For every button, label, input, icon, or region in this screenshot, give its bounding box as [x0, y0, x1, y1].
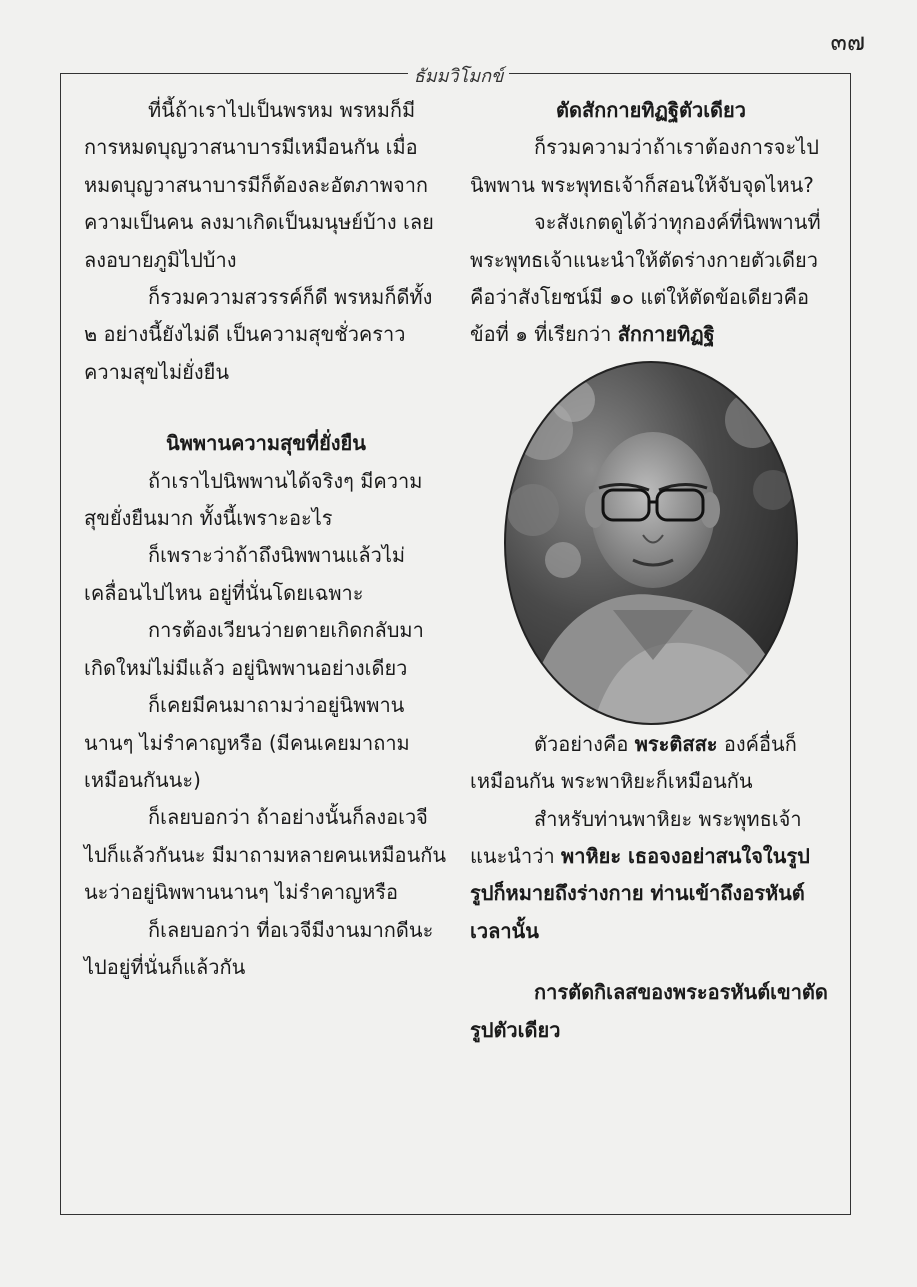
header-title: ธัมมวิโมกข์ [408, 61, 510, 90]
paragraph-text: จะสังเกตดูได้ว่าทุกองค์ที่นิพพานที่พระพุทธเจ้าแนะนำให้ตัดร่างกายตัวเดียว คือว่าสังโยชน์มี ๑๐ แต่ให้ตัดข้อเดียวคือข้อที่ ๑ ที่เรียกว่า [470, 210, 821, 347]
paragraph-text: ตัวอย่างคือ [534, 731, 635, 756]
emphasis-text: สักกายทิฏฐิ [617, 322, 715, 347]
section-heading: ตัดสักกายทิฏฐิตัวเดียว [556, 98, 746, 122]
portrait-illustration [503, 360, 799, 726]
paragraph-text: องค์อื่นก็เหมือนกัน พระพาหิยะก็เหมือนกัน [470, 731, 797, 794]
paragraph: ก็เลยบอกว่า ถ้าอย่างนั้นก็ลงอเวจีไปก็แล้วกันนะ มีมาถามหลายคนเหมือนกันนะว่าอยู่นิพพานนานๆ ไม่รำคาญหรือ [84, 805, 447, 905]
section-heading: การตัดกิเลสของพระอรหันต์เขาตัดรูปตัวเดียว [470, 980, 828, 1042]
paragraph: ถ้าเราไปนิพพานได้จริงๆ มีความสุขยั่งยืนมาก ทั้งนี้เพราะอะไร [84, 468, 423, 531]
paragraph: ก็เพราะว่าถ้าถึงนิพพานแล้วไม่เคลื่อนไปไหน อยู่ที่นั่นโดยเฉพาะ [84, 543, 406, 605]
paragraph-text: สำหรับท่านพาหิยะ พระพุทธเจ้าแนะนำว่า [470, 806, 802, 869]
paragraph [470, 726, 832, 801]
left-column [84, 92, 448, 986]
section-heading: นิพพานความสุขที่ยั่งยืน [166, 431, 366, 456]
emphasis-text: พระติสสะ [634, 731, 718, 756]
paragraph: ก็เคยมีคนมาถามว่าอยู่นิพพานนานๆ ไม่รำคาญหรือ (มีคนเคยมาถามเหมือนกันนะ) [84, 693, 410, 792]
emphasis-text: พาหิยะ เธอจงอย่าสนใจในรูป รูปก็หมายถึงร่างกาย ท่านเข้าถึงอรหันต์เวลานั้น [470, 844, 810, 943]
paragraph: ก็รวมความว่าถ้าเราต้องการจะไปนิพพาน พระพุทธเจ้าก็สอนให้จับจุดไหน? [470, 135, 819, 197]
right-column [470, 92, 832, 1049]
paragraph [470, 801, 832, 951]
page-number: ๓๗ [830, 28, 865, 56]
paragraph: ก็รวมความสวรรค์ก็ดี พรหมก็ดีทั้ง ๒ อย่างนี้ยังไม่ดี เป็นความสุขชั่วคราวความสุขไม่ยั่งยืน [84, 285, 433, 384]
running-header [0, 61, 917, 90]
monk-portrait-photo [503, 360, 799, 726]
paragraph: ก็เลยบอกว่า ที่อเวจีมีงานมากดีนะไปอยู่ที่นั่นก็แล้วกัน [84, 917, 434, 979]
paragraph [470, 204, 832, 354]
paragraph: การต้องเวียนว่ายตายเกิดกลับมาเกิดใหม่ไม่มีแล้ว อยู่นิพพานอย่างเดียว [84, 618, 424, 680]
paragraph: ที่นี้ถ้าเราไปเป็นพรหม พรหมก็มีการหมดบุญวาสนาบารมีเหมือนกัน เมื่อหมดบุญวาสนาบารมีก็ต้องละอัตภาพจากความเป็นคน ลงมาเกิดเป็นมนุษย์บ้าง เลยลงอบายภูมิไปบ้าง [84, 98, 434, 272]
